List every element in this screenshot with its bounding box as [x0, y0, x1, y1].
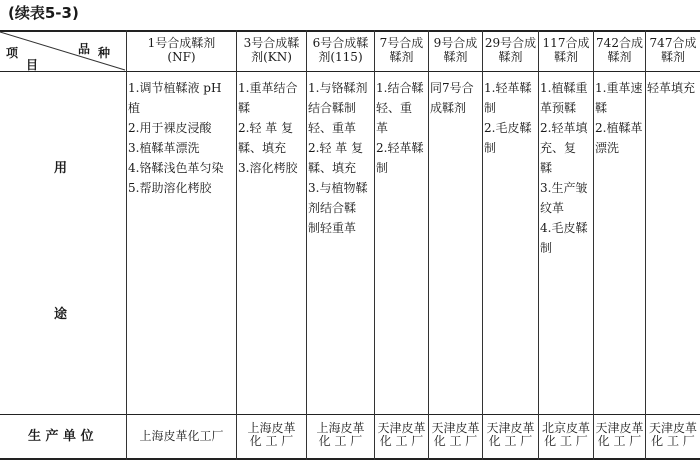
corner-label-variety-1: 品 — [78, 42, 91, 56]
producer-cell: 天津皮革 化 工 厂 — [595, 421, 644, 448]
column-header: 742合成 鞣剂 — [596, 36, 643, 64]
column-rule — [236, 30, 237, 460]
usage-item: 2.轻 革 复 鞣、填充 — [308, 141, 364, 175]
producer-cell: 天津皮革 化 工 厂 — [648, 421, 697, 448]
producer-cell: 天津皮革 化 工 厂 — [431, 421, 480, 448]
usage-item: 3.植鞣革漂洗 — [128, 141, 200, 155]
usage-list — [484, 78, 537, 158]
producer-rule — [0, 414, 700, 415]
usage-item: 2.轻革填 充、复 鞣 — [540, 121, 588, 175]
usage-item: 2.轻 革 复 鞣、填充 — [238, 121, 294, 155]
usage-item: 1.与铬鞣剂 结合鞣制 轻、重革 — [308, 81, 368, 135]
usage-list — [647, 78, 699, 98]
usage-item: 3.生产皱 纹革 — [540, 181, 588, 215]
usage-item: 4.毛皮鞣 制 — [540, 221, 588, 255]
usage-item: 5.帮助溶化栲胶 — [128, 181, 212, 195]
usage-item: 1.调节植鞣液 pH 植 — [128, 81, 222, 115]
table-caption: (续表5-3) — [8, 4, 79, 22]
usage-item: 2.轻革鞣 制 — [376, 141, 424, 175]
usage-item: 1.重革结合 鞣 — [238, 81, 298, 115]
usage-item: 2.用于裸皮浸酸 — [128, 121, 212, 135]
corner-label-item-2: 目 — [26, 58, 39, 72]
corner-label-item-1: 项 — [6, 46, 19, 60]
usage-item: 2.毛皮鞣 制 — [484, 121, 532, 155]
row-label-producer: 生 产 单 位 — [28, 429, 94, 444]
usage-item: 1.结合鞣 轻、重 革 — [376, 81, 424, 135]
column-rule — [126, 30, 127, 460]
usage-list — [430, 78, 481, 118]
producer-cell: 上海皮革 化 工 厂 — [316, 421, 365, 448]
producer-cell: 天津皮革 化 工 厂 — [377, 421, 426, 448]
usage-item: 3.溶化栲胶 — [238, 161, 298, 175]
column-header: 6号合成鞣 剂(115) — [312, 36, 369, 64]
row-label-use-2: 途 — [54, 307, 68, 322]
producer-cell: 上海皮革 化 工 厂 — [247, 421, 296, 448]
column-header: 7号合成 鞣剂 — [379, 36, 424, 64]
column-header: 117合成 鞣剂 — [542, 36, 590, 64]
usage-list — [540, 78, 592, 258]
column-rule — [538, 30, 539, 460]
column-header: 747合成 鞣剂 — [649, 36, 697, 64]
column-rule — [306, 30, 307, 460]
corner-label-variety-2: 种 — [98, 46, 111, 60]
column-rule — [482, 30, 483, 460]
column-rule — [428, 30, 429, 460]
usage-item: 3.与植物鞣 剂结合鞣 制轻重革 — [308, 181, 368, 235]
column-header: 9号合成 鞣剂 — [433, 36, 478, 64]
usage-item: 1.重革速 鞣 — [595, 81, 643, 115]
column-rule — [593, 30, 594, 460]
usage-item: 1.植鞣重 革预鞣 — [540, 81, 588, 115]
producer-cell: 上海皮革化工厂 — [139, 429, 224, 443]
usage-list — [128, 78, 235, 198]
row-label-use-1: 用 — [54, 161, 68, 176]
usage-item: 同7号合 成鞣剂 — [430, 81, 474, 115]
usage-list — [595, 78, 644, 158]
usage-item: 4.铬鞣浅色革匀染 — [128, 161, 224, 175]
bottom-rule — [0, 458, 700, 460]
usage-item: 2.植鞣革 漂洗 — [595, 121, 643, 155]
column-header: 1号合成鞣剂 (NF) — [147, 36, 216, 64]
column-rule — [645, 30, 646, 460]
usage-item: 轻革填充 — [647, 81, 696, 95]
usage-item: 1.轻革鞣 制 — [484, 81, 532, 115]
usage-list — [308, 78, 373, 238]
usage-list — [238, 78, 305, 178]
column-header: 3号合成鞣 剂(KN) — [243, 36, 300, 64]
column-header: 29号合成 鞣剂 — [484, 36, 537, 64]
producer-cell: 北京皮革 化 工 厂 — [541, 421, 590, 448]
usage-list — [376, 78, 427, 178]
column-rule — [374, 30, 375, 460]
producer-cell: 天津皮革 化 工 厂 — [486, 421, 535, 448]
